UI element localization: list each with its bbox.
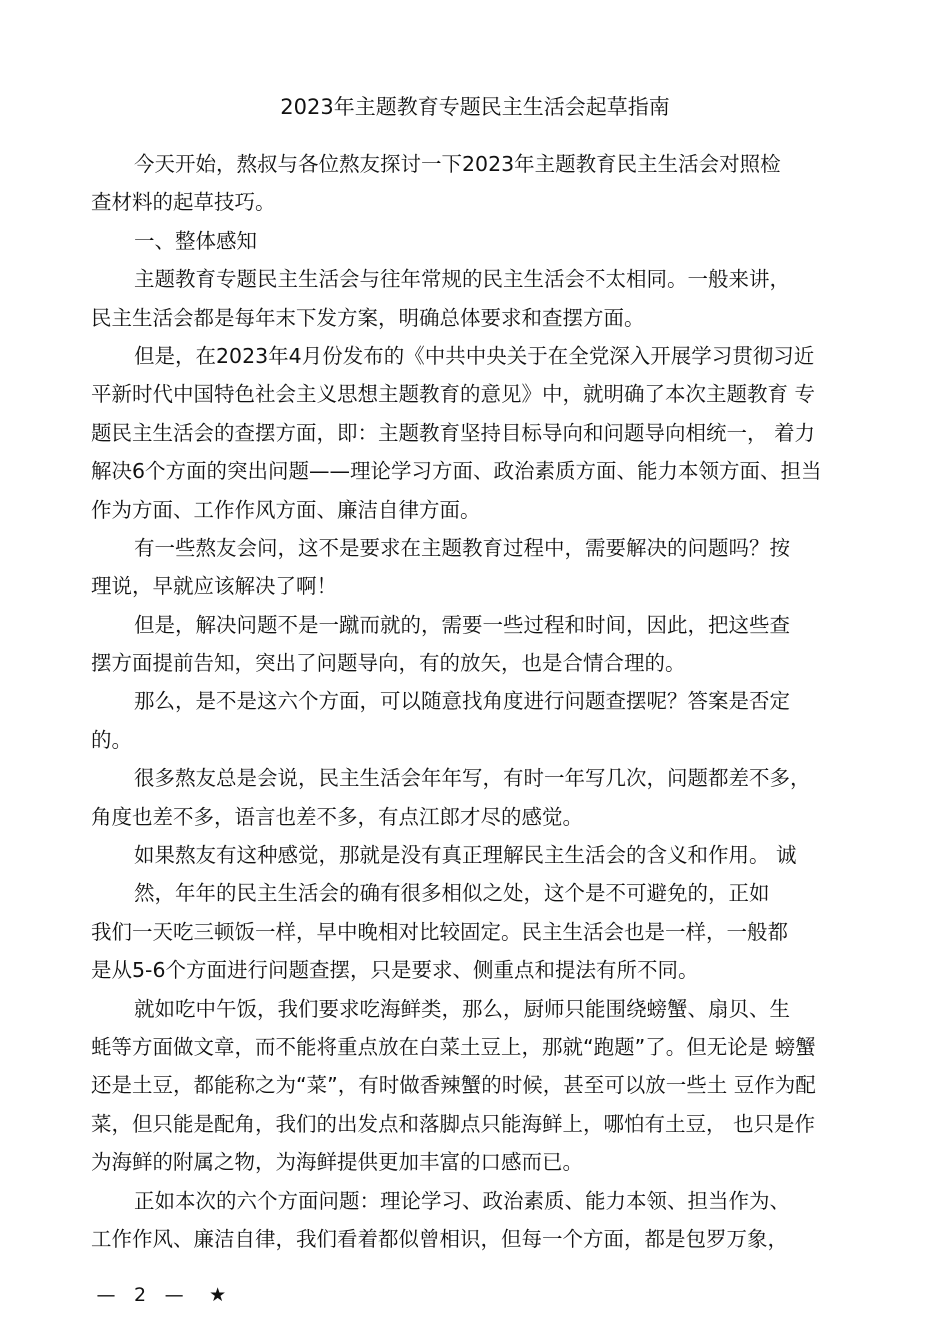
paragraph-line: 是从5-6个方面进行问题查摆，只是要求、侧重点和提法有所不同。 [91,958,699,983]
paragraph-line: 理说，早就应该解决了啊！ [91,574,337,599]
paragraph-line: 今天开始，熬叔与各位熬友探讨一下2023年主题教育民主生活会对照检 [134,152,781,176]
paragraph-line: 那么，是不是这六个方面，可以随意找角度进行问题查摆呢？答案是否定 [134,689,790,714]
paragraph-line: 有一些熬友会问，这不是要求在主题教育过程中，需要解决的问题吗？按 [134,535,790,560]
page-number: 2 [134,1284,147,1306]
paragraph-line: 我们一天吃三顿饭一样，早中晚相对比较固定。民主生活会也是一样，一般都 [91,919,788,944]
footer-dash-left: — [96,1284,116,1306]
paragraph-line: 但是，在2023年4月份发布的《中共中央关于在全党深入开展学习贯彻习近 [134,343,815,368]
footer-dash-right: — [164,1284,184,1306]
paragraph-line: 就如吃中午饭，我们要求吃海鲜类，那么，厨师只能围绕螃蟹、扇贝、生 [134,996,790,1021]
paragraph-line: 查材料的起草技巧。 [91,190,276,215]
page-footer [91,1280,226,1310]
paragraph-line: 但是，解决问题不是一蹴而就的，需要一些过程和时间，因此，把这些查 [134,612,790,637]
paragraph-line: 很多熬友总是会说，民主生活会年年写，有时一年写几次，问题都差不多， [134,766,811,791]
section-heading: 一、整体感知 [134,228,257,253]
paragraph-line: 如果熬友有这种感觉，那就是没有真正理解民主生活会的含义和作用。 诚 [134,843,797,868]
paragraph-line: 平新时代中国特色社会主义思想主题教育的意见》中，就明确了本次主题教育 专 [91,382,816,407]
paragraph-line: 还是土豆，都能称之为“菜”，有时做香辣蟹的时候，甚至可以放一些土 豆作为配 [91,1073,816,1098]
paragraph-line: 的。 [91,727,132,752]
paragraph-line: 然，年年的民主生活会的确有很多相似之处，这个是不可避免的，正如 [134,881,770,906]
paragraph-line: 民主生活会都是每年末下发方案，明确总体要求和查摆方面。 [91,305,645,330]
paragraph-line: 正如本次的六个方面问题：理论学习、政治素质、能力本领、担当作为、 [134,1188,790,1213]
paragraph-line: 工作作风、廉洁自律，我们看着都似曾相识，但每一个方面，都是包罗万象， [91,1226,788,1251]
paragraph-line: 蚝等方面做文章，而不能将重点放在白菜土豆上，那就“跑题”了。但无论是 螃蟹 [91,1034,816,1059]
paragraph-line: 解决6个方面的突出问题——理论学习方面、政治素质方面、能力本领方面、担当 [91,459,822,484]
document-body [91,145,877,1258]
paragraph-line: 菜，但只能是配角，我们的出发点和落脚点只能海鲜上，哪怕有土豆， 也只是作 [91,1111,816,1136]
paragraph-line: 作为方面、工作作风方面、廉洁自律方面。 [91,497,481,522]
page-title: 2023年主题教育专题民主生活会起草指南 [280,95,670,119]
paragraph-line: 角度也差不多，语言也差不多，有点江郎才尽的感觉。 [91,804,583,829]
paragraph-line: 摆方面提前告知，突出了问题导向，有的放矢，也是合情合理的。 [91,651,686,676]
paragraph-line: 主题教育专题民主生活会与往年常规的民主生活会不太相同。一般来讲， [134,267,790,292]
star-icon: ★ [209,1284,227,1306]
paragraph-line: 题民主生活会的查摆方面，即：主题教育坚持目标导向和问题导向相统一， 着力 [91,420,816,445]
paragraph-line: 为海鲜的附属之物，为海鲜提供更加丰富的口感而已。 [91,1150,583,1175]
